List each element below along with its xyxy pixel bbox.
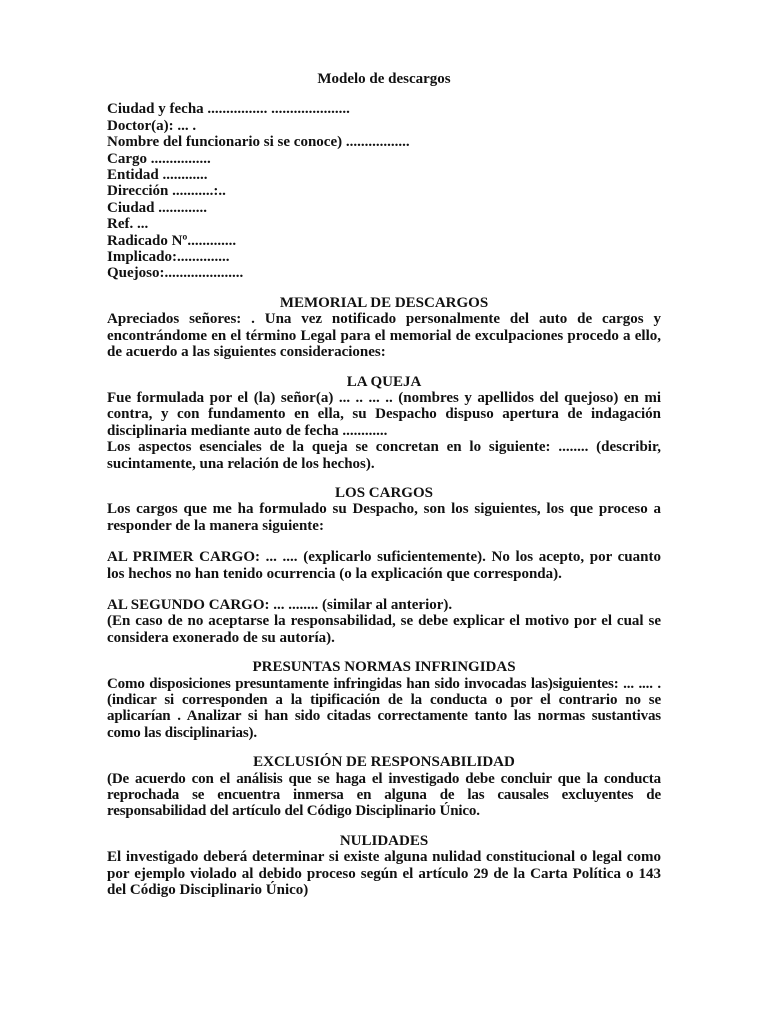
primer-cargo-text: ... .... (explicarlo suficientemente). No los acepto, por cuanto los hechos no han tenido ocurrencia (o la explicación que corresponda).	[107, 549, 661, 582]
memorial-heading: MEMORIAL DE DESCARGOS	[279, 294, 489, 311]
segundo-cargo-text: ... ........ (similar al anterior).	[269, 596, 453, 613]
section-exclusion	[107, 754, 661, 820]
queja-heading: LA QUEJA	[346, 373, 422, 390]
field-doctor: Doctor(a): ... .	[107, 117, 197, 134]
section-nulidades	[107, 833, 661, 899]
segundo-cargo-note: (En caso de no aceptarse la responsabilidad, se debe explicar el motivo por el cual se considera exonerado de su autoría).	[107, 613, 661, 646]
cargos-intro: Los cargos que me ha formulado su Despacho, son los siguientes, los que proceso a responder de la manera siguiente:	[107, 501, 661, 534]
nulidades-text: El investigado deberá determinar si existe alguna nulidad constitucional o legal como por ejemplo violado al debido proceso según el artículo 29 de la Carta Política o 143 del Código Disciplinario Único)	[107, 849, 661, 899]
primer-cargo-label: AL PRIMER CARGO:	[107, 549, 260, 566]
document-page	[107, 71, 661, 911]
queja-paragraph-1: Fue formulada por el (la) señor(a) ... .. ... .. (nombres y apellidos del quejoso) en mi contra, y con fundamento en ella, su Despacho dispuso apertura de indagación disciplinaria mediante auto de fecha ............	[107, 389, 661, 439]
segundo-cargo-label: AL SEGUNDO CARGO:	[107, 596, 270, 613]
field-radicado: Radicado Nº.............	[107, 232, 237, 249]
cargos-heading: LOS CARGOS	[335, 484, 433, 501]
section-normas	[107, 659, 661, 741]
queja-paragraph-2: Los aspectos esenciales de la queja se concretan en lo siguiente: ........ (describir, sucintamente, una relación de los hechos).	[107, 439, 661, 472]
section-queja	[107, 374, 661, 472]
normas-text: Como disposiciones presuntamente infringidas han sido invocadas las)siguientes: ... .... . (indicar si corresponden a la tipificación de la conducta o por el contrario no se aplicarían . Analizar si han sido citadas correctamente tanto las normas sustantivas como las disciplinarias).	[107, 675, 661, 741]
segundo-cargo-paragraph	[107, 597, 661, 613]
field-cargo: Cargo ................	[107, 150, 211, 167]
exclusion-heading: EXCLUSIÓN DE RESPONSABILIDAD	[253, 754, 515, 771]
section-cargos	[107, 485, 661, 646]
nulidades-heading: NULIDADES	[339, 832, 429, 849]
header-fields	[107, 101, 661, 281]
field-direccion: Dirección ...........:..	[107, 183, 226, 200]
memorial-text: Apreciados señores: . Una vez notificado personalmente del auto de cargos y encontrándome en el término Legal para el memorial de exculpaciones procedo a ello, de acuerdo a las siguientes consideraciones:	[107, 311, 661, 361]
field-quejoso: Quejoso:.....................	[107, 265, 244, 282]
field-entidad: Entidad ............	[107, 167, 208, 184]
field-ciudad-fecha: Ciudad y fecha ................ .....................	[107, 101, 350, 118]
field-nombre-funcionario: Nombre del funcionario si se conoce) .................	[107, 134, 410, 151]
field-implicado: Implicado:..............	[107, 249, 230, 266]
normas-heading: PRESUNTAS NORMAS INFRINGIDAS	[252, 659, 516, 676]
document-title: Modelo de descargos	[317, 71, 451, 87]
field-ciudad: Ciudad .............	[107, 199, 208, 216]
primer-cargo-paragraph	[107, 549, 661, 582]
section-memorial	[107, 295, 661, 361]
exclusion-text: (De acuerdo con el análisis que se haga el investigado debe concluir que la conducta reprochada se encuentra inmersa en alguna de las causales excluyentes de responsabilidad del artículo del Código Disciplinario Único.	[107, 770, 661, 820]
field-ref: Ref. ...	[107, 216, 149, 233]
spacer	[107, 582, 661, 597]
spacer	[107, 534, 661, 549]
